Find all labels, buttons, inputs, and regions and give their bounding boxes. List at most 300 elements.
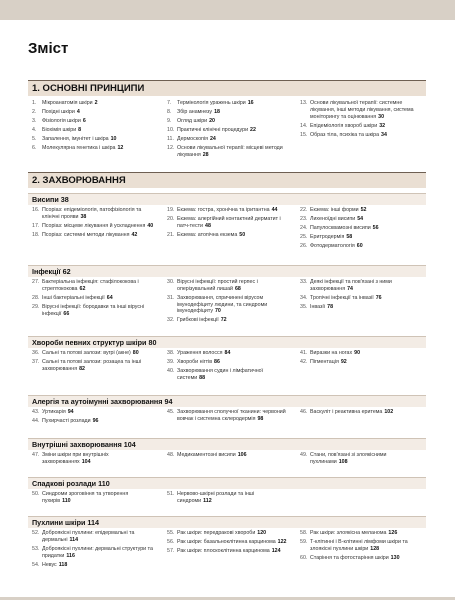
chapter-title <box>177 317 289 324</box>
page-number: 54 <box>357 215 364 222</box>
page-number: 124 <box>271 547 281 554</box>
page-number: 2 <box>94 100 98 106</box>
chapter-number: 19. <box>167 207 175 213</box>
chapter-title <box>310 132 422 139</box>
toc-entry[interactable] <box>167 539 289 546</box>
chapter-title-text: Стани, пов'язані зі злоякісними пухлинами <box>310 452 387 465</box>
page-number: 106 <box>237 452 247 458</box>
toc-entry[interactable] <box>32 530 154 544</box>
section-page: 94 <box>164 397 173 406</box>
toc-entry[interactable] <box>300 132 422 139</box>
chapter-title-text: Інші бактеріальні інфекції <box>42 294 105 301</box>
chapter-title-text: Хвороби нігтів <box>177 358 213 365</box>
chapter-title <box>310 123 422 130</box>
toc-entry[interactable] <box>32 118 154 125</box>
toc-entry[interactable] <box>32 418 154 425</box>
chapter-number: 23. <box>300 215 308 222</box>
page-number: 4 <box>76 108 80 115</box>
page-number: 86 <box>214 358 220 365</box>
chapter-title <box>177 136 289 143</box>
chapter-title-text: Біохімія шкіри <box>42 126 77 133</box>
page-number: 90 <box>354 350 361 356</box>
toc-entry[interactable] <box>300 350 422 357</box>
page-number: 68 <box>234 285 241 292</box>
page-number: 94 <box>67 409 74 415</box>
chapter-number: 57. <box>167 547 175 554</box>
toc-entry[interactable] <box>32 359 154 373</box>
toc-entry[interactable] <box>300 279 422 293</box>
toc-column <box>32 530 154 571</box>
toc-entry[interactable] <box>167 279 289 293</box>
chapter-title-text: Виразки на ногах <box>310 350 353 356</box>
page-number: 130 <box>390 554 400 561</box>
page-number: 44 <box>271 207 278 213</box>
toc-entry[interactable] <box>167 452 289 459</box>
chapter-title <box>42 304 154 318</box>
toc-column <box>32 279 154 320</box>
toc-column <box>167 409 289 425</box>
toc-entry[interactable] <box>32 145 154 152</box>
page-number: 6 <box>82 117 86 124</box>
page-number: 76 <box>375 294 382 301</box>
chapter-number: 55. <box>167 530 175 536</box>
toc-entry[interactable] <box>32 109 154 116</box>
chapter-number: 5. <box>32 135 37 142</box>
chapter-number: 7. <box>167 100 172 106</box>
page-number: 102 <box>384 409 394 415</box>
chapter-title-text: Екзема: інші форми <box>310 207 359 213</box>
chapter-number: 27. <box>32 279 40 285</box>
toc-entry[interactable] <box>300 555 422 562</box>
chapter-number: 37. <box>32 358 40 365</box>
chapter-title <box>42 207 154 221</box>
chapter-title <box>310 359 422 366</box>
chapter-title <box>177 216 289 230</box>
chapter-title-text: Псоріаз: місцеве лікування й ускладнення <box>42 222 146 229</box>
chapter-title <box>42 418 154 425</box>
toc-entry[interactable] <box>32 279 154 293</box>
chapter-title <box>177 368 289 382</box>
chapter-title-text: Захворювання сполучної тканини: червоний вовчак і системна склеродермія <box>177 409 286 422</box>
toc-entry[interactable] <box>300 539 422 553</box>
chapter-title-text: Медикаментозні висипи <box>177 452 236 458</box>
chapter-title <box>310 279 422 293</box>
toc-entry[interactable] <box>167 317 289 324</box>
chapter-title <box>310 207 422 214</box>
toc-column <box>300 279 422 313</box>
chapter-number: 58. <box>300 530 308 536</box>
page-number: 114 <box>69 536 79 543</box>
toc-column <box>167 530 289 557</box>
chapter-title-text: Рак шкіри: передракові хвороби <box>177 530 256 536</box>
chapter-title-text: Папулосквамозні висипи <box>310 224 371 231</box>
toc-entry[interactable] <box>167 145 289 159</box>
chapter-title <box>42 530 154 544</box>
chapter-title-text: Старіння та фотостаріння шкіри <box>310 554 389 561</box>
page-title: Зміст <box>28 40 69 57</box>
chapter-title <box>42 232 154 239</box>
chapter-number: 2. <box>32 108 37 115</box>
chapter-title <box>177 452 289 459</box>
page-number: 104 <box>81 458 91 465</box>
toc-entry[interactable] <box>167 350 289 357</box>
page-number: 64 <box>106 294 113 301</box>
toc-entry[interactable] <box>167 207 289 214</box>
chapter-number: 60. <box>300 554 308 561</box>
chapter-number: 31. <box>167 294 175 301</box>
toc-entry[interactable] <box>167 368 289 382</box>
chapter-title <box>310 539 422 553</box>
chapter-title <box>177 279 289 293</box>
chapter-number: 40. <box>167 367 175 374</box>
chapter-title <box>310 234 422 241</box>
toc-column <box>32 409 154 427</box>
chapter-title <box>177 539 289 546</box>
chapter-title <box>177 491 289 505</box>
toc-entry[interactable] <box>32 100 154 107</box>
chapter-number: 28. <box>32 294 40 301</box>
chapter-number: 50. <box>32 491 40 497</box>
chapter-title-text: Інвазії <box>310 303 326 310</box>
chapter-number: 45. <box>167 409 175 415</box>
toc-entry[interactable] <box>32 409 154 416</box>
section-title: Хвороби певних структур шкіри <box>32 338 147 347</box>
chapter-title-text: Основи лікувальної терапії: системне лікування, інші методи лікування, система моніторингу та оцінювання <box>310 100 414 120</box>
chapter-number: 8. <box>167 108 172 115</box>
toc-entry[interactable] <box>300 207 422 214</box>
section-title: Висипи <box>32 195 59 204</box>
chapter-title-text: Вірусні інфекції: бородавки та інші вірусні інфекції <box>42 303 145 317</box>
section-header <box>28 516 426 528</box>
chapter-title <box>310 225 422 232</box>
chapter-number: 49. <box>300 452 308 458</box>
section-header <box>28 336 426 348</box>
chapter-title <box>177 109 289 116</box>
chapter-number: 59. <box>300 538 308 545</box>
chapter-title-text: Уртикарія <box>42 409 66 415</box>
chapter-title-text: Фотодерматологія <box>310 242 355 249</box>
toc-entry[interactable] <box>32 304 154 318</box>
toc-entry[interactable] <box>167 295 289 315</box>
chapter-title <box>310 530 422 537</box>
chapter-title-text: Пігментація <box>310 358 339 365</box>
chapter-number: 38. <box>167 350 175 356</box>
chapter-title <box>177 295 289 315</box>
page-number: 74 <box>347 285 353 292</box>
page-number: 48 <box>205 222 211 229</box>
chapter-number: 41. <box>300 350 308 356</box>
toc-column <box>32 207 154 241</box>
toc-entry[interactable] <box>300 234 422 241</box>
toc-column <box>300 350 422 368</box>
chapter-title-text: Захворювання судин і лімфатичної системи <box>177 367 264 381</box>
chapter-title-text: Псоріаз: епідеміологія, патофізіологія та клінічні прояви <box>42 207 142 220</box>
chapter-number: 35. <box>300 303 308 310</box>
section-title: Внутрішні захворювання <box>32 440 122 449</box>
toc-column <box>32 452 154 468</box>
chapter-title-text: Пухирчасті розлади <box>42 417 91 424</box>
part-title: 2. ЗАХВОРЮВАННЯ <box>28 172 426 188</box>
toc-column <box>167 452 289 461</box>
chapter-title-text: Доброякісні пухлини: дермальні структури та придатки <box>42 545 153 559</box>
chapter-number: 21. <box>167 231 175 238</box>
chapter-number: 13. <box>300 100 308 106</box>
chapter-title <box>177 548 289 555</box>
toc-entry[interactable] <box>300 100 422 120</box>
chapter-title-text: Екзема: гостра, хронічна та іритантна <box>177 207 270 213</box>
page-number: 10 <box>110 135 117 142</box>
page-number: 38 <box>80 213 87 220</box>
toc-entry[interactable] <box>300 452 422 466</box>
page-number: 24 <box>209 135 216 142</box>
page-number: 112 <box>203 497 212 504</box>
chapter-title <box>42 100 154 107</box>
page-number: 52 <box>360 207 367 213</box>
chapter-number: 48. <box>167 452 175 458</box>
chapter-title-text: Епідеміологія хвороб шкіри <box>310 122 378 129</box>
chapter-title <box>42 452 154 466</box>
chapter-title-text: Термінологія уражень шкіри <box>177 100 246 106</box>
chapter-title-text: Екзема: алергійний контактний дерматит і патч-тести <box>177 215 281 229</box>
chapter-title <box>177 100 289 107</box>
part-title: 1. ОСНОВНІ ПРИНЦИПИ <box>28 80 426 96</box>
toc-entry[interactable] <box>32 295 154 302</box>
page-number: 60 <box>356 242 363 249</box>
chapter-number: 53. <box>32 545 40 552</box>
page-number: 16 <box>247 100 254 106</box>
toc-entry[interactable] <box>167 548 289 555</box>
toc-entry[interactable] <box>32 350 154 357</box>
chapter-number: 16. <box>32 207 40 213</box>
chapter-title <box>310 350 422 357</box>
section-page: 62 <box>62 267 71 276</box>
chapter-title <box>310 409 422 416</box>
chapter-number: 17. <box>32 222 40 229</box>
page-number: 34 <box>381 131 387 138</box>
chapter-title <box>177 127 289 134</box>
toc-column <box>167 100 289 161</box>
toc-entry[interactable] <box>167 232 289 239</box>
toc-entry[interactable] <box>167 491 289 505</box>
toc-entry[interactable] <box>300 216 422 223</box>
page-number: 120 <box>257 530 267 536</box>
chapter-title-text: Псоріаз: системні методи лікування <box>42 231 130 238</box>
toc-entry[interactable] <box>32 223 154 230</box>
page-number: 56 <box>372 224 379 231</box>
toc-column <box>300 409 422 418</box>
chapter-number: 54. <box>32 561 40 568</box>
chapter-number: 12. <box>167 144 175 151</box>
page-number: 116 <box>66 552 75 559</box>
section-header <box>28 193 426 205</box>
chapter-title-text: Мікроанатомія шкіри <box>42 100 93 106</box>
chapter-number: 9. <box>167 117 172 124</box>
chapter-number: 47. <box>32 452 40 458</box>
chapter-number: 25. <box>300 233 308 240</box>
chapter-title <box>177 359 289 366</box>
part-header-2 <box>28 172 426 188</box>
page-number: 22 <box>250 126 256 133</box>
toc-entry[interactable] <box>167 216 289 230</box>
page-number: 66 <box>63 310 70 317</box>
toc-entry[interactable] <box>32 136 154 143</box>
chapter-title <box>310 295 422 302</box>
chapter-title <box>42 562 154 569</box>
chapter-title-text: Огляд шкіри <box>177 117 208 124</box>
chapter-title-text: Нервово-шкірні розлади та інші синдроми <box>177 491 255 504</box>
chapter-title-text: Васкуліт і реактивна еритема <box>310 409 383 415</box>
toc-entry[interactable] <box>300 409 422 416</box>
page-number: 20 <box>209 117 216 124</box>
chapter-title <box>42 109 154 116</box>
page-number: 88 <box>199 374 206 381</box>
toc-entry[interactable] <box>300 295 422 302</box>
chapter-title <box>310 452 422 466</box>
chapter-number: 30. <box>167 279 175 285</box>
chapter-number: 32. <box>167 317 175 324</box>
toc-column <box>300 207 422 252</box>
top-band <box>0 0 455 20</box>
chapter-title-text: Ураження волосся <box>177 350 223 356</box>
toc-entry[interactable] <box>32 452 154 466</box>
page-number: 110 <box>62 497 71 504</box>
chapter-title-text: Еритродермія <box>310 233 345 240</box>
part-header-1 <box>28 80 426 96</box>
chapter-number: 44. <box>32 417 40 424</box>
toc-column <box>300 100 422 141</box>
section-title: Спадкові розлади <box>32 479 97 488</box>
chapter-number: 29. <box>32 303 40 310</box>
chapter-title <box>42 350 154 357</box>
chapter-number: 26. <box>300 242 308 249</box>
chapter-title-text: Рак шкіри: злоякісна меланома <box>310 530 387 536</box>
section-header <box>28 438 426 450</box>
chapter-number: 15. <box>300 131 308 138</box>
page-number: 62 <box>79 285 86 292</box>
toc-entry[interactable] <box>167 409 289 423</box>
toc-entry[interactable] <box>167 109 289 116</box>
chapter-title <box>42 409 154 416</box>
section-page: 110 <box>98 479 110 488</box>
toc-column <box>32 350 154 375</box>
page-number: 70 <box>214 308 221 315</box>
page-number: 72 <box>220 317 227 324</box>
section-title: Інфекції <box>32 267 61 276</box>
toc-entry[interactable] <box>300 304 422 311</box>
toc-entry[interactable] <box>32 232 154 239</box>
section-title: Алергія та аутоімунні захворювання <box>32 397 163 406</box>
chapter-title-text: Вірусні інфекції: простий герпес і оперізувальний лишай <box>177 279 258 292</box>
chapter-title-text: Практичні клінічні процедури <box>177 126 249 133</box>
chapter-number: 56. <box>167 538 175 545</box>
chapter-number: 46. <box>300 409 308 415</box>
page-number: 12 <box>117 144 124 151</box>
chapter-title <box>177 232 289 239</box>
section-page: 80 <box>148 338 157 347</box>
toc-entry[interactable] <box>300 359 422 366</box>
chapter-title-text: Невус <box>42 561 57 568</box>
page-number: 82 <box>79 365 85 372</box>
chapter-number: 14. <box>300 122 308 129</box>
chapter-title-text: Екзема: атопічна екзема <box>177 231 238 238</box>
chapter-title <box>177 118 289 125</box>
toc-column <box>300 530 422 564</box>
toc-entry[interactable] <box>300 225 422 232</box>
toc-entry[interactable] <box>32 562 154 569</box>
page-number: 122 <box>277 538 287 545</box>
chapter-title <box>310 304 422 311</box>
toc-entry[interactable] <box>167 530 289 537</box>
toc-entry[interactable] <box>32 491 154 505</box>
page-number: 28 <box>202 151 209 158</box>
toc-entry[interactable] <box>167 136 289 143</box>
chapter-title <box>42 136 154 143</box>
page-number: 92 <box>340 358 347 365</box>
page-number: 42 <box>131 231 138 238</box>
page-number: 108 <box>338 458 348 465</box>
toc-entry[interactable] <box>32 127 154 134</box>
toc-entry[interactable] <box>167 100 289 107</box>
section-header <box>28 395 426 407</box>
chapter-title-text: Молекулярна генетика і шкіра <box>42 144 116 151</box>
section-page: 104 <box>123 440 136 449</box>
chapter-title-text: Доброякісні пухлини: епідермальні та дермальні <box>42 530 135 543</box>
toc-entry[interactable] <box>32 207 154 221</box>
page-number: 50 <box>239 231 246 238</box>
chapter-title-text: Образ тіла, психіка та шкіра <box>310 131 380 138</box>
chapter-title <box>42 279 154 293</box>
chapter-title-text: Т-клітинні і В-клітинні лімфоми шкіри та злоякісні пухлини шкіри <box>310 538 408 552</box>
chapter-title-text: Зміни шкіри при внутрішніх захворюваннях <box>42 452 109 465</box>
chapter-title-text: Дермоскопія <box>177 135 208 142</box>
page-number: 128 <box>370 545 380 552</box>
toc-entry[interactable] <box>167 118 289 125</box>
chapter-number: 43. <box>32 409 40 415</box>
chapter-title-text: Синдроми зроговіння та утворення пухирів <box>42 491 129 504</box>
chapter-title <box>177 350 289 357</box>
section-title: Пухлини шкіри <box>32 518 86 527</box>
chapter-title <box>177 409 289 423</box>
page-number: 18 <box>214 108 220 115</box>
toc-entry[interactable] <box>300 123 422 130</box>
toc-entry[interactable] <box>167 359 289 366</box>
chapter-title-text: Деякі інфекції та пов'язані з ними захворювання <box>310 279 392 292</box>
chapter-number: 39. <box>167 358 175 365</box>
section-page: 38 <box>60 195 69 204</box>
chapter-title-text: Захворювання, спричинені вірусом імунодефіциту людини, та синдроми імунодефіциту <box>177 294 268 315</box>
chapter-title <box>42 546 154 560</box>
toc-entry[interactable] <box>300 530 422 537</box>
chapter-title <box>310 243 422 250</box>
chapter-number: 4. <box>32 126 37 133</box>
chapter-title-text: Бактеріальна інфекція: стафілококова і стрептококова <box>42 279 139 292</box>
chapter-number: 22. <box>300 207 308 213</box>
chapter-title-text: Запалення, імунітет і шкіра <box>42 135 109 142</box>
chapter-title <box>310 555 422 562</box>
page-number: 30 <box>378 113 385 120</box>
section-page: 114 <box>87 518 99 527</box>
chapter-number: 20. <box>167 215 175 222</box>
toc-entry[interactable] <box>32 546 154 560</box>
page-number: 126 <box>388 530 398 536</box>
chapter-title <box>310 216 422 223</box>
toc-entry[interactable] <box>300 243 422 250</box>
toc-entry[interactable] <box>167 127 289 134</box>
toc-column <box>32 100 154 154</box>
chapter-title-text: Тропічні інфекції та інвазії <box>310 294 374 301</box>
chapter-title-text: Рак шкіри: базальноклітинна карцинома <box>177 538 276 545</box>
page-number: 98 <box>257 415 264 422</box>
